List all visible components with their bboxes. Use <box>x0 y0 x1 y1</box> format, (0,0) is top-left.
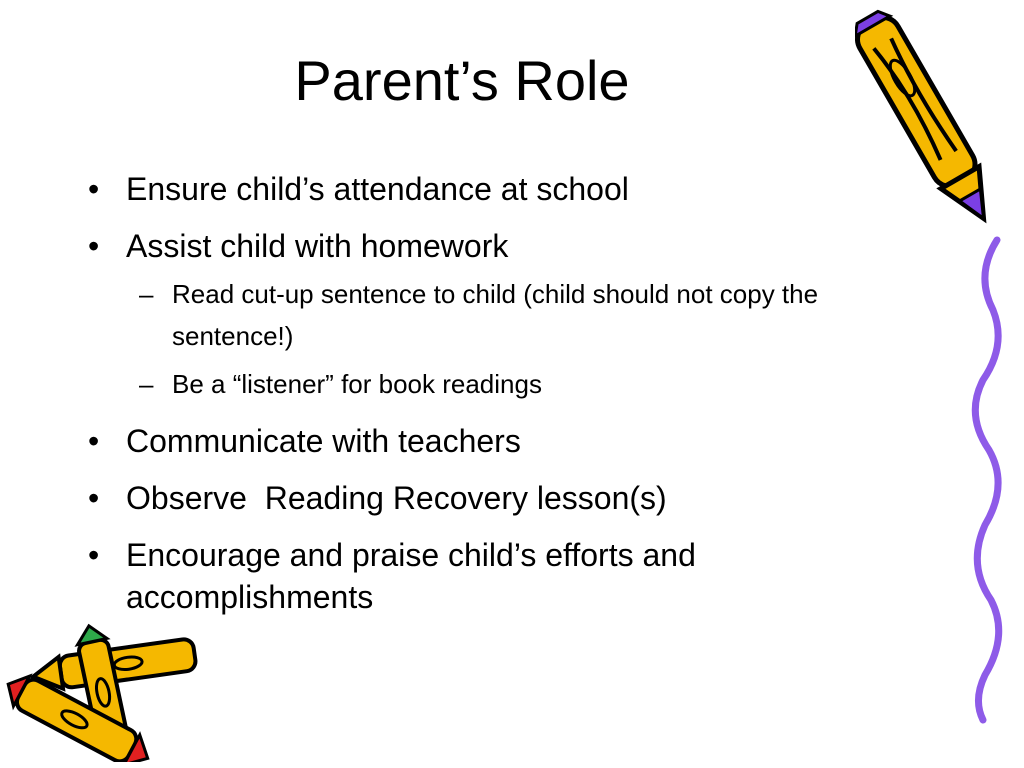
sub-bullet-item <box>84 273 884 357</box>
sub-bullet-text: Read cut-up sentence to child (child should not copy the sentence!) <box>172 279 819 351</box>
bullet-marker: • <box>88 423 100 459</box>
bullet-marker: • <box>88 480 100 516</box>
slide-title: Parent’s Role <box>294 49 630 112</box>
bullet-text: Observe Reading Recovery lesson(s) <box>126 480 667 516</box>
bullet-item <box>84 477 884 519</box>
bullet-list <box>84 168 884 618</box>
bullet-text: Communicate with teachers <box>126 423 521 459</box>
bullet-marker: • <box>88 228 100 264</box>
sub-bullet-marker: – <box>139 369 154 399</box>
pencil-icon <box>855 2 1005 247</box>
bullet-text: Encourage and praise child’s efforts and accomplishments <box>126 537 696 615</box>
squiggle-line-icon <box>965 235 1015 725</box>
bullet-marker: • <box>88 537 100 573</box>
bullet-marker: • <box>88 171 100 207</box>
sub-bullet-item <box>84 363 884 405</box>
sub-bullet-text: Be a “listener” for book readings <box>172 369 542 399</box>
bullet-item <box>84 168 884 210</box>
bullet-item <box>84 225 884 267</box>
sub-bullet-marker: – <box>139 279 154 309</box>
bullet-item <box>84 420 884 462</box>
bullet-item <box>84 534 884 618</box>
bullet-text: Assist child with homework <box>126 228 509 264</box>
bullet-text: Ensure child’s attendance at school <box>126 171 629 207</box>
crayons-icon <box>0 622 210 762</box>
